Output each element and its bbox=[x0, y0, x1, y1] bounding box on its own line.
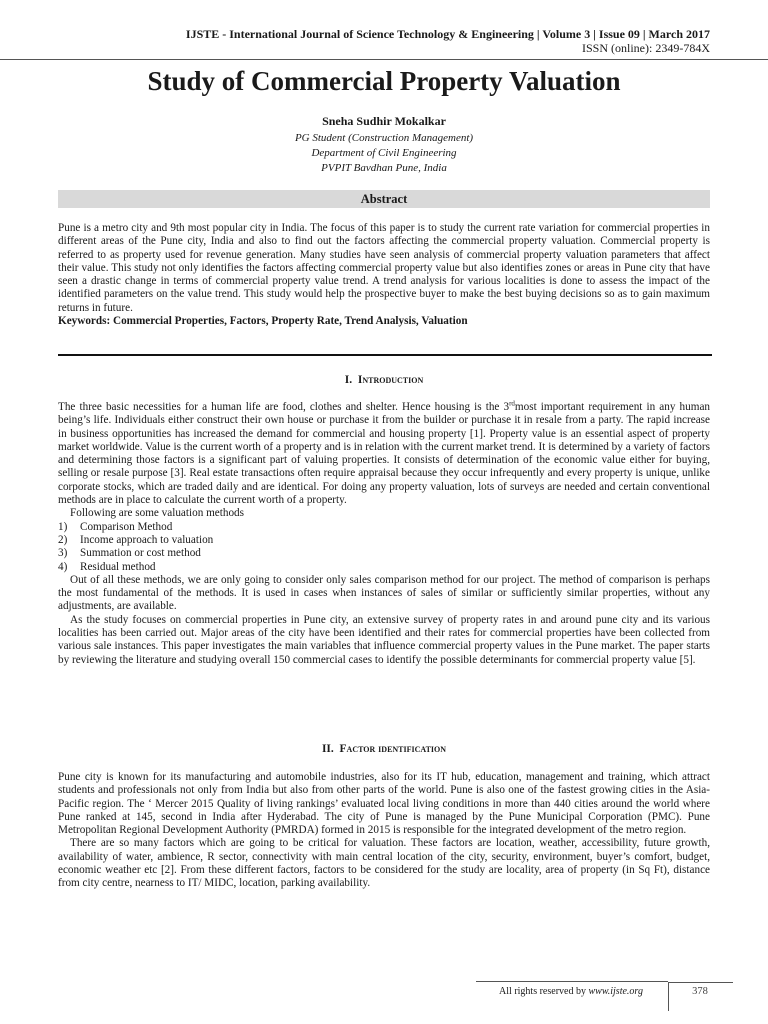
list-item bbox=[58, 521, 710, 534]
list-item bbox=[58, 561, 710, 574]
methods-intro: Following are some valuation methods bbox=[70, 507, 245, 520]
section-number: I. bbox=[344, 374, 353, 386]
abstract-body bbox=[58, 222, 710, 328]
section-heading-factor-identification bbox=[0, 743, 768, 755]
keywords: Keywords: Commercial Properties, Factors, Property Rate, Trend Analysis, Valuation bbox=[58, 315, 468, 328]
introduction-body bbox=[58, 401, 710, 667]
list-label: Comparison Method bbox=[80, 520, 173, 533]
intro-paragraph: Out of all these methods, we are only going to consider only sales comparison method for our project. The method of comparison is perhaps the most fundamental of the methods. It is used in cases when instances of sales of similar or sufficiently similar properties, without any adjustments, are available. bbox=[58, 573, 710, 613]
author-affiliation bbox=[0, 131, 768, 176]
footer-divider bbox=[476, 981, 668, 982]
list-number: 2) bbox=[58, 533, 68, 546]
factor-identification-body bbox=[58, 771, 710, 891]
list-label: Summation or cost method bbox=[80, 547, 201, 560]
list-number: 3) bbox=[58, 547, 68, 560]
list-label: Income approach to valuation bbox=[80, 533, 214, 546]
intro-paragraph: As the study focuses on commercial properties in Pune city, an extensive survey of property rates in and around pune city and its various localities has been carried out. Major areas of the city have been identified and their rates for commercial properties have been collected from various sale instances. This paper investigates the main variables that influence commercial property values in the Pune market. The paper starts by reviewing the literature and studying overall 150 commercial cases to identify the possible determinants for commercial property value [5]. bbox=[58, 613, 710, 666]
list-number: 4) bbox=[58, 560, 68, 573]
list-item bbox=[58, 547, 710, 560]
intro-paragraph bbox=[58, 401, 710, 507]
abstract-divider bbox=[58, 354, 712, 356]
factor-paragraph: Pune city is known for its manufacturing and automobile industries, also for its IT hub, education, management and training, which attract students and professionals not only from India but also from other parts of the world. Pune is also one of the fastest growing cities in the Asia- Pacific region. The ‘ Mercer 2015 Quality of living rankings’ evaluated local living conditions in more than 440 cities around the world where Pune ranked at 145, second in India after Hyderabad. The city of Pune is managed by the Pune Municipal Corporation (PMC). Pune Metropolitan Regional Development Authority (PMRDA) formed in 2015 is responsible for the integrated development of the metro region. bbox=[58, 771, 710, 837]
site-link[interactable]: www.ijste.org bbox=[588, 986, 643, 997]
section-heading-introduction bbox=[0, 374, 768, 386]
journal-title-line: IJSTE - International Journal of Science Technology & Engineering | Volume 3 | Issue 09 | March 2017 bbox=[185, 27, 710, 41]
header-divider bbox=[0, 59, 768, 60]
affiliation-line: PG Student (Construction Management) bbox=[294, 132, 474, 144]
valuation-methods-list bbox=[58, 521, 710, 574]
issn-line: ISSN (online): 2349-784X bbox=[582, 41, 710, 55]
page-number: 378 bbox=[692, 986, 708, 997]
affiliation-line: PVPIT Bavdhan Pune, India bbox=[321, 162, 447, 174]
section-title: Introduction bbox=[357, 374, 424, 386]
affiliation-line: Department of Civil Engineering bbox=[311, 147, 457, 159]
abstract-text: Pune is a metro city and 9th most popular city in India. The focus of this paper is to study the current rate variation for commercial properties in different areas of the Pune city, India and also to find out the factors affecting the commercial property valuation. Commercial property is referred to as property used for revenue generation. Many studies have seen analysis of commercial property valuation parameters that affect their value. This study not only identifies the factors affecting commercial property value but also identifies zones or areas in Pune city that have seen a drastic change in terms of commercial property value trend. A trend analysis for various localities is done to assess the impact of the identified parameters on the value trend. This study would help the prospective buyer to make the best buying decisions so as to gain maximum returns in future. bbox=[58, 222, 710, 314]
ordinal-suffix: rd bbox=[509, 399, 515, 408]
list-label: Residual method bbox=[80, 560, 156, 573]
paper-title: Study of Commercial Property Valuation bbox=[147, 66, 621, 96]
footer-rights bbox=[476, 986, 666, 997]
author-name: Sneha Sudhir Mokalkar bbox=[322, 114, 446, 128]
section-title: Factor identification bbox=[339, 743, 447, 755]
intro-text-part: most important requirement in any human being’s life. Individuals either construct their own house or purchase it from the builder or purchase it in resale from a party. The rapid increase in business opportunities has increased the demand for commercial and housing property [1]. Property value is an essential aspect of property market worldwide. Value is the current worth of a property and is in relation with the current market trend. It is determined by a variety of factors and determining those factors is a significant part of valuing properties. It consists of determination of the economic value either for buying, selling or resale purpose [3]. Real estate transactions often require appraisal because they occur infrequently and every property is unique, unlike corporate stocks, which are traded daily and are identical. For doing any property valuation, lots of surveys are needed and certain conventional methods are in place to calculate the current worth of a property. bbox=[58, 401, 710, 507]
list-item bbox=[58, 534, 710, 547]
abstract-heading: Abstract bbox=[58, 190, 710, 208]
journal-header bbox=[186, 27, 710, 55]
intro-text-part: The three basic necessities for a human life are food, clothes and shelter. Hence housing is the 3 bbox=[58, 401, 510, 413]
rights-text: All rights reserved by bbox=[499, 986, 589, 997]
list-number: 1) bbox=[58, 520, 68, 533]
section-number: II. bbox=[321, 743, 334, 755]
factor-paragraph: There are so many factors which are going to be critical for valuation. These factors are location, weather, accessibility, future growth, availability of water, ambience, R sector, connectivity with main central location of the city, security, environment, buyer’s comfort, budget, economic weather etc [2]. From these different factors, factors to be considered for the study are locality, area of property (in Sq Ft), distance from city centre, nearness to IT/ MIDC, location, parking availability. bbox=[58, 837, 710, 890]
